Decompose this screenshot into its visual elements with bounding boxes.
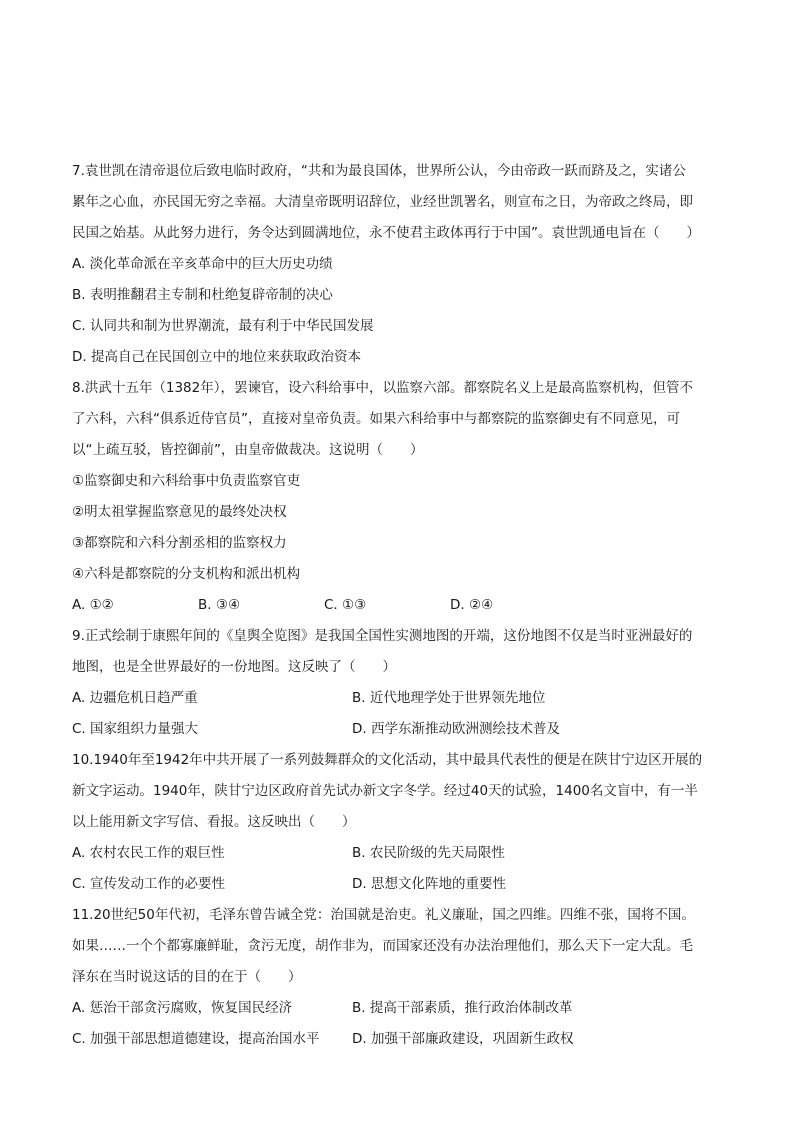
option-c: C. 国家组织力量强大 [72, 721, 199, 737]
statement-3: ③都察院和六科分割丞相的监察权力 [72, 535, 287, 551]
option-a: A. 边疆危机日趋严重 [72, 690, 198, 706]
option-d: D. 提高自己在民国创立中的地位来获取政治资本 [72, 349, 361, 365]
question-text-line: 新文字运动。1940年，陕甘宁边区政府首先试办新文字冬学。经过40天的试验，1400名文盲中，有一半 [72, 783, 698, 799]
question-text-line: 如果……一个个都寡廉鲜耻，贪污无度，胡作非为，而国家还没有办法治理他们，那么天下一定大乱。毛 [72, 938, 693, 954]
question-text-line: 以“上疏互驳，皆控御前”，由皇帝做裁决。这说明（ ） [72, 442, 424, 458]
question-text-line: 了六科，六科“俱系近侍官员”，直接对皇帝负责。如果六科给事中与都察院的监察御史有不同意见，可 [72, 411, 680, 427]
statement-2: ②明太祖掌握监察意见的最终处决权 [72, 504, 287, 520]
options-row [72, 838, 722, 869]
question-11 [72, 900, 722, 1055]
option-b: B. 表明推翻君主专制和杜绝复辟帝制的决心 [72, 287, 333, 303]
option-d: D. ②④ [450, 597, 494, 613]
option-b: B. 农民阶级的先天局限性 [352, 845, 505, 861]
option-d: D. 加强干部廉政建设，巩固新生政权 [352, 1031, 574, 1047]
option-a: A. 淡化革命派在辛亥革命中的巨大历史功绩 [72, 256, 333, 272]
option-c: C. 认同共和制为世界潮流，最有利于中华民国发展 [72, 318, 374, 334]
options-row [72, 714, 722, 745]
question-text-line: 累年之心血，亦民国无穷之幸福。大清皇帝既明诏辞位，业经世凯署名，则宣布之日，为帝政之终局，即 [72, 194, 693, 210]
option-c: C. 加强干部思想道德建设，提高治国水平 [72, 1031, 320, 1047]
question-text-line: 地图，也是全世界最好的一份地图。这反映了（ ） [72, 659, 396, 675]
statement-1: ①监察御史和六科给事中负责监察官吏 [72, 473, 301, 489]
question-text-line: 民国之始基。从此努力进行，务令达到圆满地位，永不使君主政体再行于中国”。袁世凯通电旨在（ ） [72, 225, 700, 241]
question-text-line: 9.正式绘制于康熙年间的《皇舆全览图》是我国全国性实测地图的开端，这份地图不仅是当时亚洲最好的 [72, 628, 693, 644]
options-row [72, 590, 722, 621]
question-text-line: 8.洪武十五年（1382年），罢谏官，设六科给事中，以监察六部。都察院名义上是最高监察机构，但管不 [72, 380, 693, 396]
question-text-line: 7.袁世凯在清帝退位后致电临时政府，“共和为最良国体，世界所公认，今由帝政一跃而跻及之，实诸公 [72, 163, 686, 179]
option-c: C. 宣传发动工作的必要性 [72, 876, 226, 892]
question-7 [72, 156, 722, 373]
option-d: D. 思想文化阵地的重要性 [352, 876, 506, 892]
question-9 [72, 621, 722, 745]
question-text-line: 以上能用新文字写信、看报。这反映出（ ） [72, 814, 356, 830]
option-a: A. ①② [72, 597, 114, 613]
option-c: C. ①③ [324, 597, 367, 613]
option-a: A. 农村农民工作的艰巨性 [72, 845, 225, 861]
options-row [72, 869, 722, 900]
option-b: B. 近代地理学处于世界领先地位 [352, 690, 546, 706]
exam-page [72, 156, 722, 1055]
question-8 [72, 373, 722, 621]
question-10 [72, 745, 722, 900]
option-b: B. ③④ [198, 597, 241, 613]
question-text-line: 泽东在当时说这话的目的在于（ ） [72, 969, 302, 985]
options-row [72, 1024, 722, 1055]
question-text-line: 10.1940年至1942年中共开展了一系列鼓舞群众的文化活动，其中最具代表性的便是在陕甘宁边区开展的 [72, 752, 703, 768]
question-text-line: 11.20世纪50年代初，毛泽东曾告诫全党：治国就是治吏。礼义廉耻，国之四维。四维不张，国将不国。 [72, 907, 695, 923]
option-d: D. 西学东渐推动欧洲测绘技术普及 [352, 721, 560, 737]
statement-4: ④六科是都察院的分支机构和派出机构 [72, 566, 301, 582]
option-a: A. 惩治干部贪污腐败，恢复国民经济 [72, 1000, 293, 1016]
option-b: B. 提高干部素质，推行政治体制改革 [352, 1000, 573, 1016]
options-row [72, 683, 722, 714]
options-row [72, 993, 722, 1024]
